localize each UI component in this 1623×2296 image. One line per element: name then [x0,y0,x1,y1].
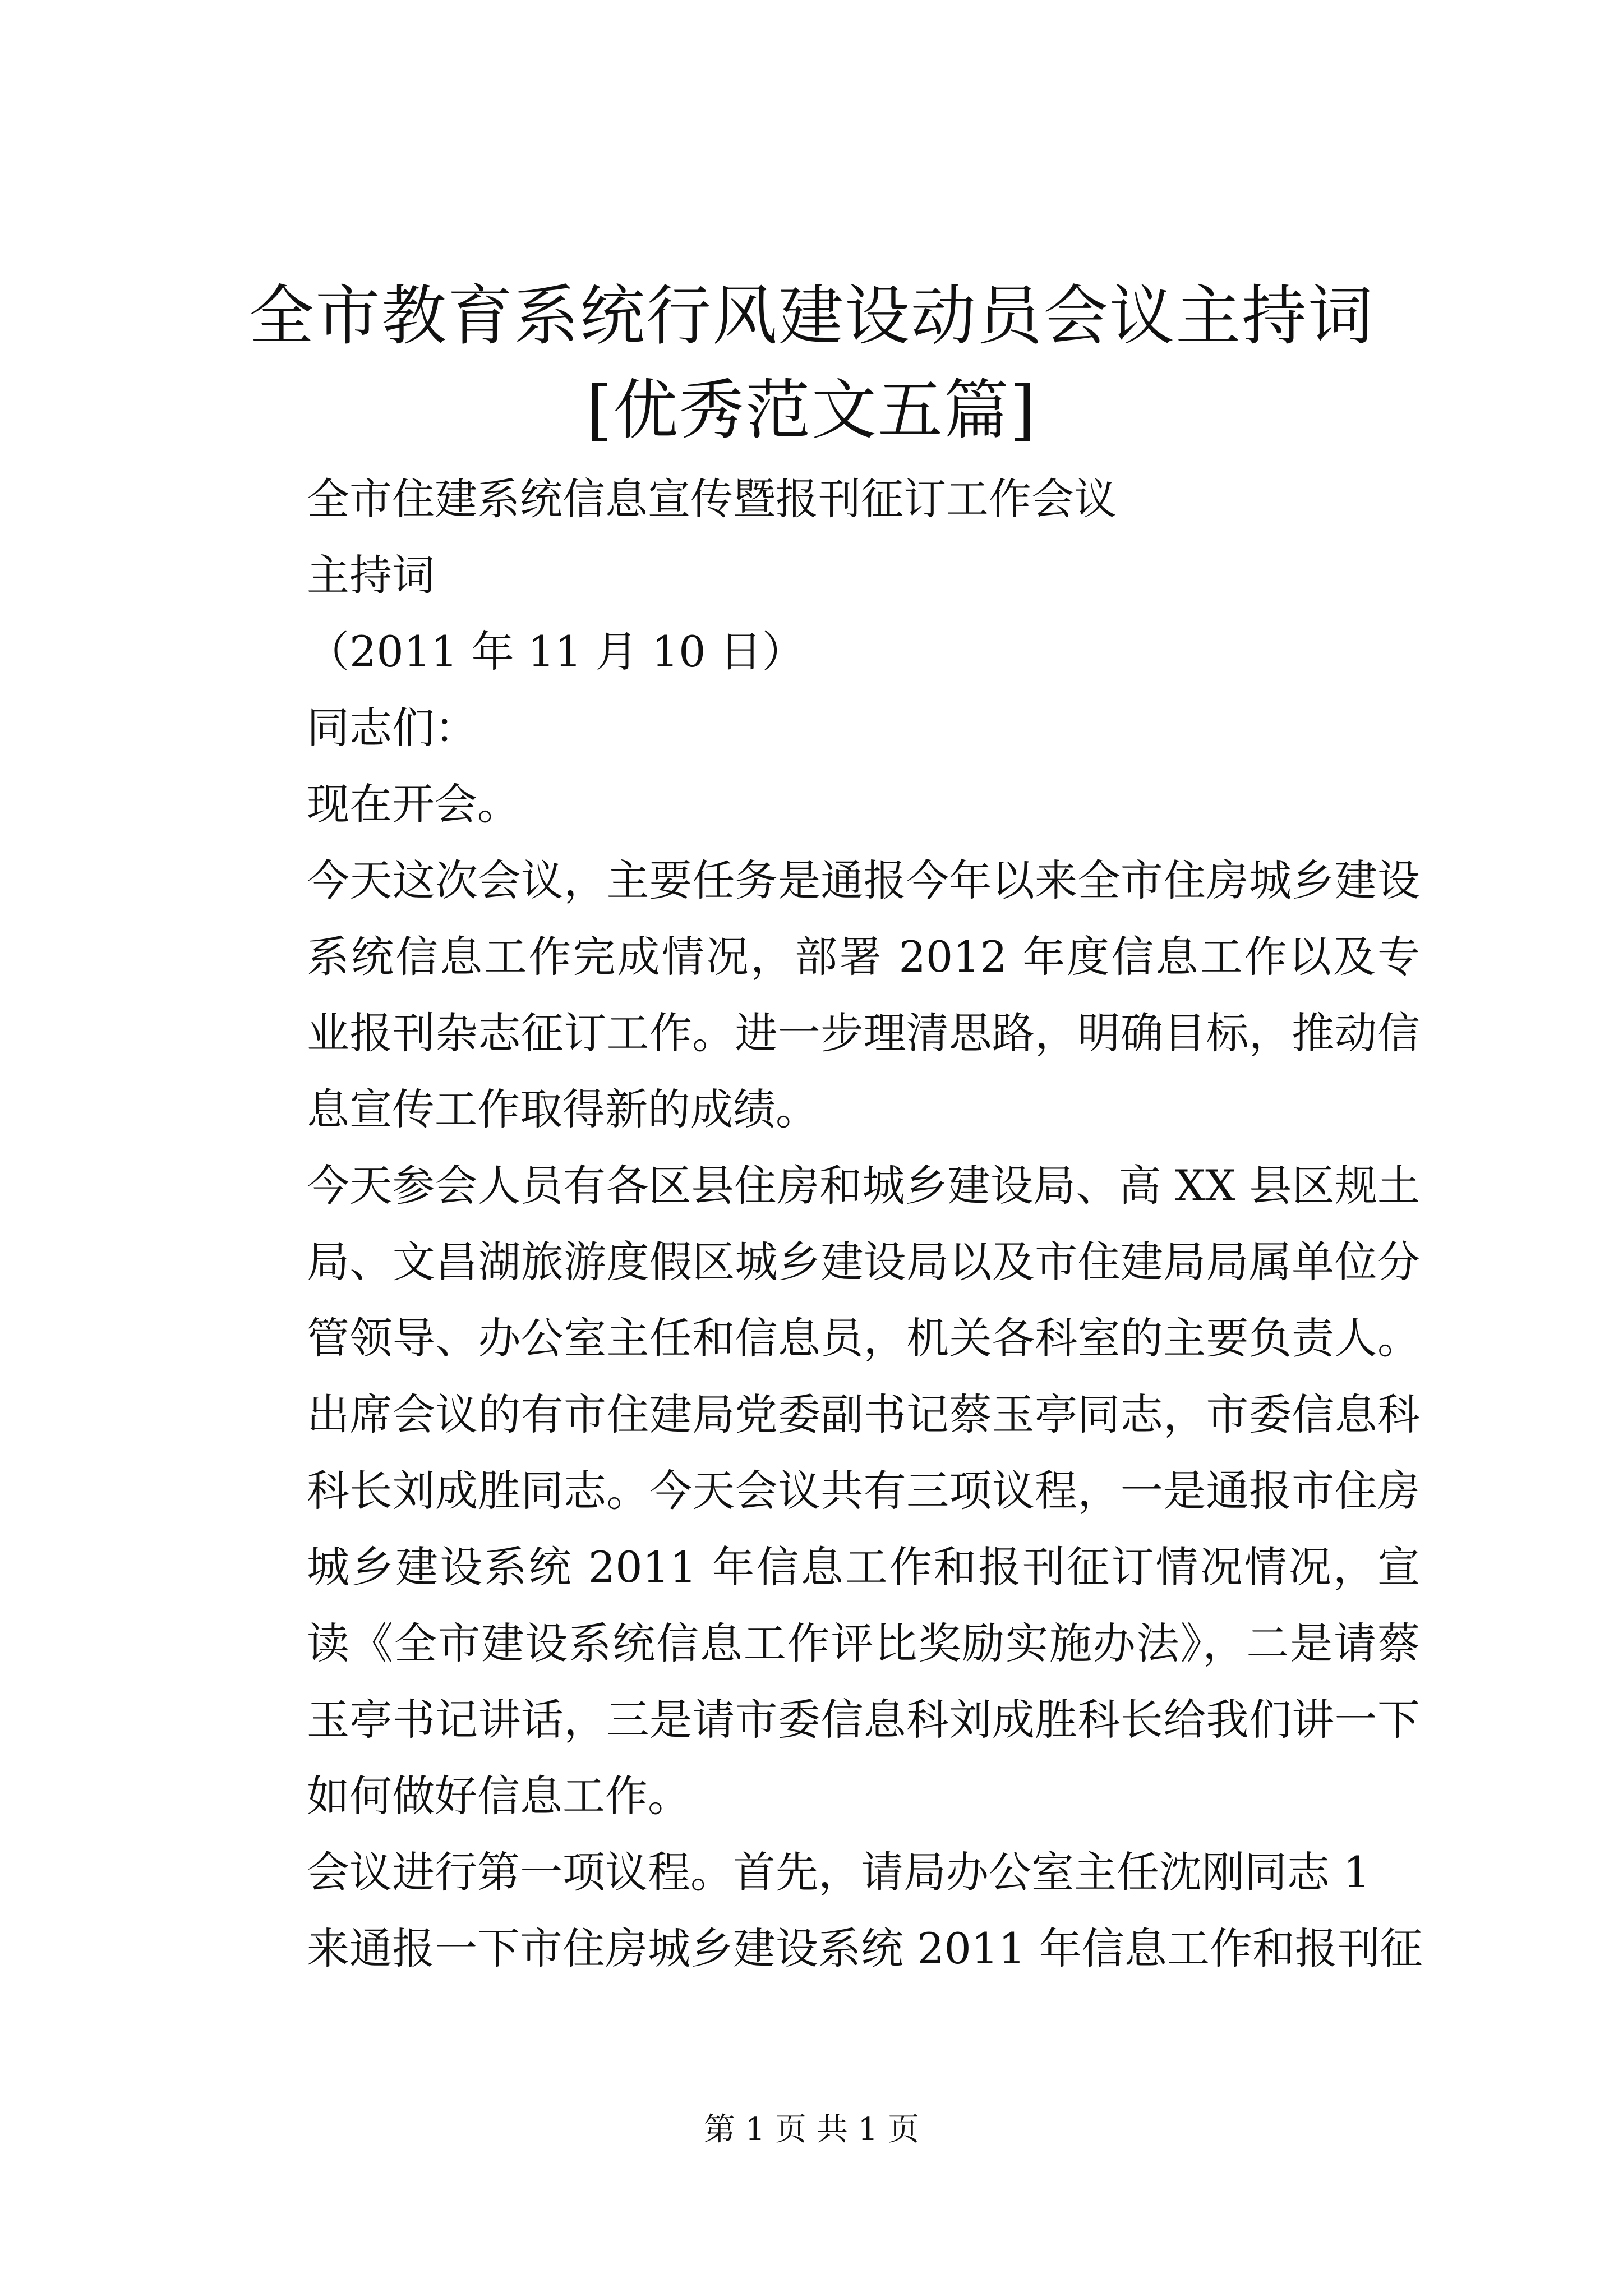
document-title: 全市教育系统行风建设动员会议主持词[优秀范文五篇] [249,278,1374,448]
subtitle-line: 全市住建系统信息宣传暨报刊征订工作会议 [307,474,1117,524]
body-paragraph: 来通报一下市住房城乡建设系统 2011 年信息工作和报刊征 [307,1924,1423,1973]
body-paragraph: 今天这次会议，主要任务是通报今年以来全市住房城乡建设系统信息工作完成情况，部署 2012 年度信息工作以及专业报刊杂志征订工作。进一步理清思路，明确目标，推动信息宣传工作取得新的成绩。 [307,855,1420,1134]
document-body [307,461,1423,1987]
opening-line: 现在开会。 [307,779,520,829]
page-footer: 第 1 页 共 1 页 [703,2111,920,2148]
salutation-line: 同志们： [307,703,477,753]
date-line: （2011 年 11 月 10 日） [307,627,805,677]
subtitle-line: 主持词 [307,550,435,600]
body-paragraph: 会议进行第一项议程。首先，请局办公室主任沈刚同志 1 [307,1847,1371,1897]
body-paragraph: 今天参会人员有各区县住房和城乡建设局、高 XX 县区规土局、文昌湖旅游度假区城乡建设局以及市住建局局属单位分管领导、办公室主任和信息员，机关各科室的主要负责人。出席会议的有市住建局党委副书记蔡玉亭同志，市委信息科科长刘成胜同志。今天会议共有三项议程，一是通报市住房城乡建设系统 2011 年信息工作和报刊征订情况情况，宣读《全市建设系统信息工作评比奖励实施办法》，二是请蔡玉亭书记讲话，三是请市委信息科刘成胜科长给我们讲一下如何做好信息工作。 [307,1161,1420,1821]
